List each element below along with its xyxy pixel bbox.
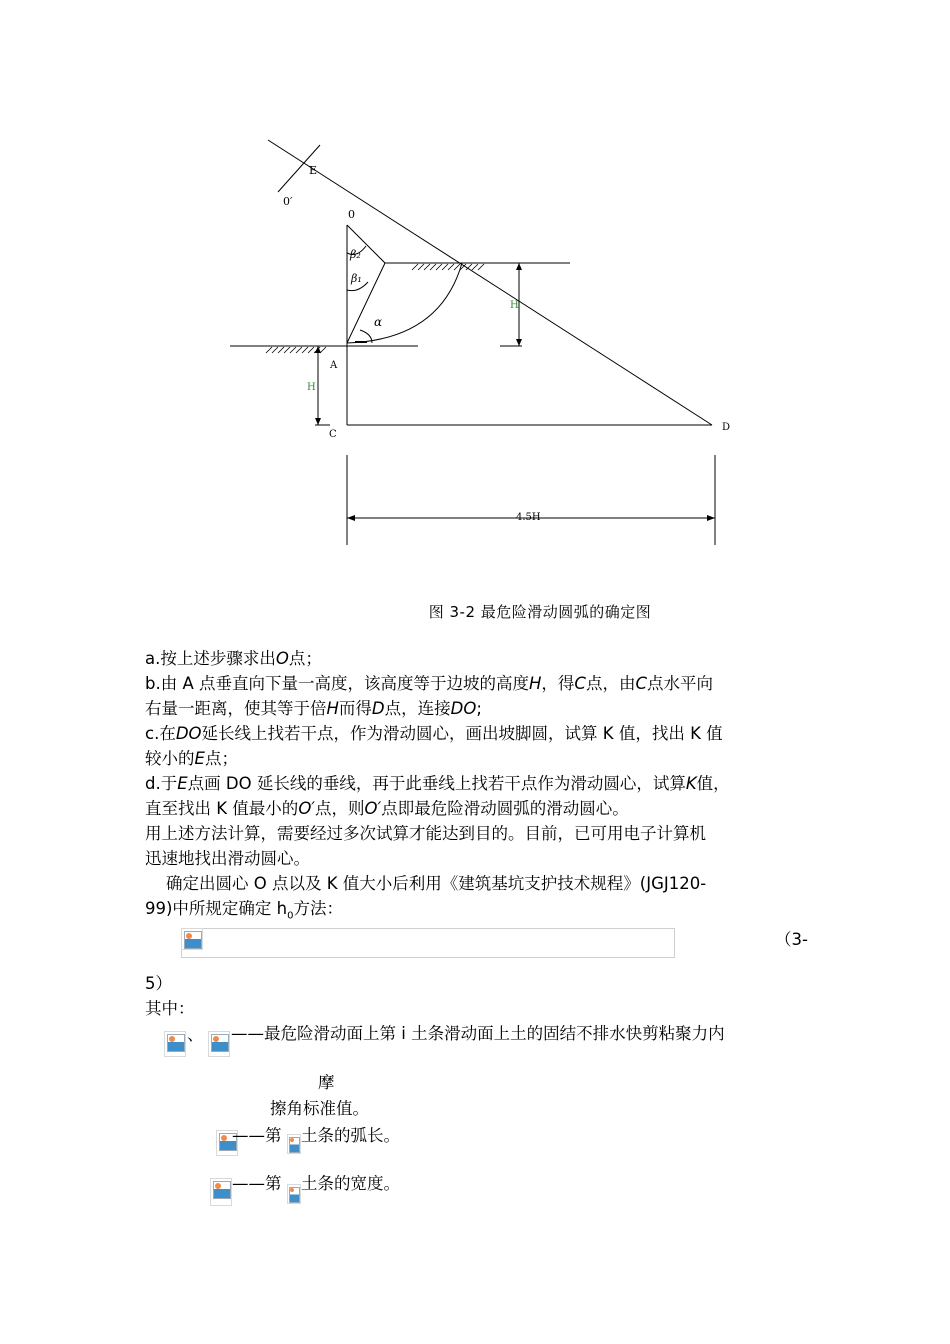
equation-placeholder — [181, 928, 675, 958]
label-beta1: β₁ — [351, 272, 362, 285]
label-beta2: β₂ — [350, 248, 361, 261]
broken-image-icon — [164, 1031, 186, 1057]
label-h-left: H — [307, 382, 316, 393]
def1-separator: 、 — [187, 1025, 204, 1044]
label-e: E — [309, 164, 318, 177]
def3-text-a: ——第 — [232, 1174, 282, 1193]
paragraph-b-line1: b.由 A 点垂直向下量一高度，该高度等于边坡的高度H，得C点，由C点水平向 — [145, 674, 713, 693]
figure-caption: 图 3-2 最危险滑动圆弧的确定图 — [428, 603, 652, 621]
def1-text-wrap: 摩 — [318, 1073, 335, 1092]
broken-image-icon — [210, 1178, 232, 1206]
def2-text-b: 土条的弧长。 — [301, 1126, 400, 1145]
def1-text-cont: 擦角标准值。 — [270, 1099, 369, 1118]
label-c: C — [329, 429, 337, 440]
equation-number: （3- — [775, 930, 808, 949]
broken-image-icon — [181, 928, 203, 950]
label-alpha: α — [374, 315, 383, 329]
label-o-prime: 0′ — [283, 195, 293, 208]
label-a: A — [330, 360, 338, 371]
slip-arc — [347, 263, 462, 343]
paragraph-b-line2: 右量一距离，使其等于倍H而得D点，连接DO; — [145, 699, 482, 718]
def1-text: ——最危险滑动面上第 i 土条滑动面上土的固结不排水快剪粘聚力内 — [231, 1024, 725, 1043]
paragraph-f-line2: 99)中所规定确定 $h_0$方法： — [145, 899, 344, 922]
label-o: 0 — [348, 208, 355, 221]
broken-image-icon — [208, 1031, 230, 1057]
paragraph-c-line1: c.在DO延长线上找若干点，作为滑动圆心，画出坡脚圆，试算 K 值，找出 K 值 — [145, 724, 723, 743]
label-d: D — [722, 422, 731, 433]
equation-number-cont: 5） — [145, 974, 172, 993]
broken-image-icon — [287, 1134, 301, 1154]
where-label: 其中： — [145, 999, 195, 1018]
label-45h: 4.5H — [516, 512, 541, 523]
line-do-extension — [268, 140, 712, 425]
paragraph-d-line2: 直至找出 K 值最小的O′点，则O′点即最危险滑动圆弧的滑动圆心。 — [145, 799, 629, 818]
paragraph-e-line1: 用上述方法计算，需要经过多次试算才能达到目的。目前，已可用电子计算机 — [145, 824, 706, 843]
paragraph-c-line2: 较小的E点； — [145, 749, 238, 768]
broken-image-icon — [287, 1184, 301, 1204]
paragraph-f-line1: 确定出圆心 O 点以及 K 值大小后利用《建筑基坑支护技术规程》(JGJ120- — [145, 874, 707, 893]
slope-stability-figure — [0, 0, 950, 600]
paragraph-d-line1: d.于E点画 DO 延长线的垂线，再于此垂线上找若干点作为滑动圆心，试算K值， — [145, 774, 730, 793]
paragraph-e-line2: 迅速地找出滑动圆心。 — [145, 849, 310, 868]
def3-text-b: 土条的宽度。 — [301, 1174, 400, 1193]
paragraph-a: a.按上述步骤求出O点； — [145, 649, 322, 668]
label-h-right: H — [510, 300, 519, 311]
def2-text-a: ——第 — [232, 1126, 282, 1145]
